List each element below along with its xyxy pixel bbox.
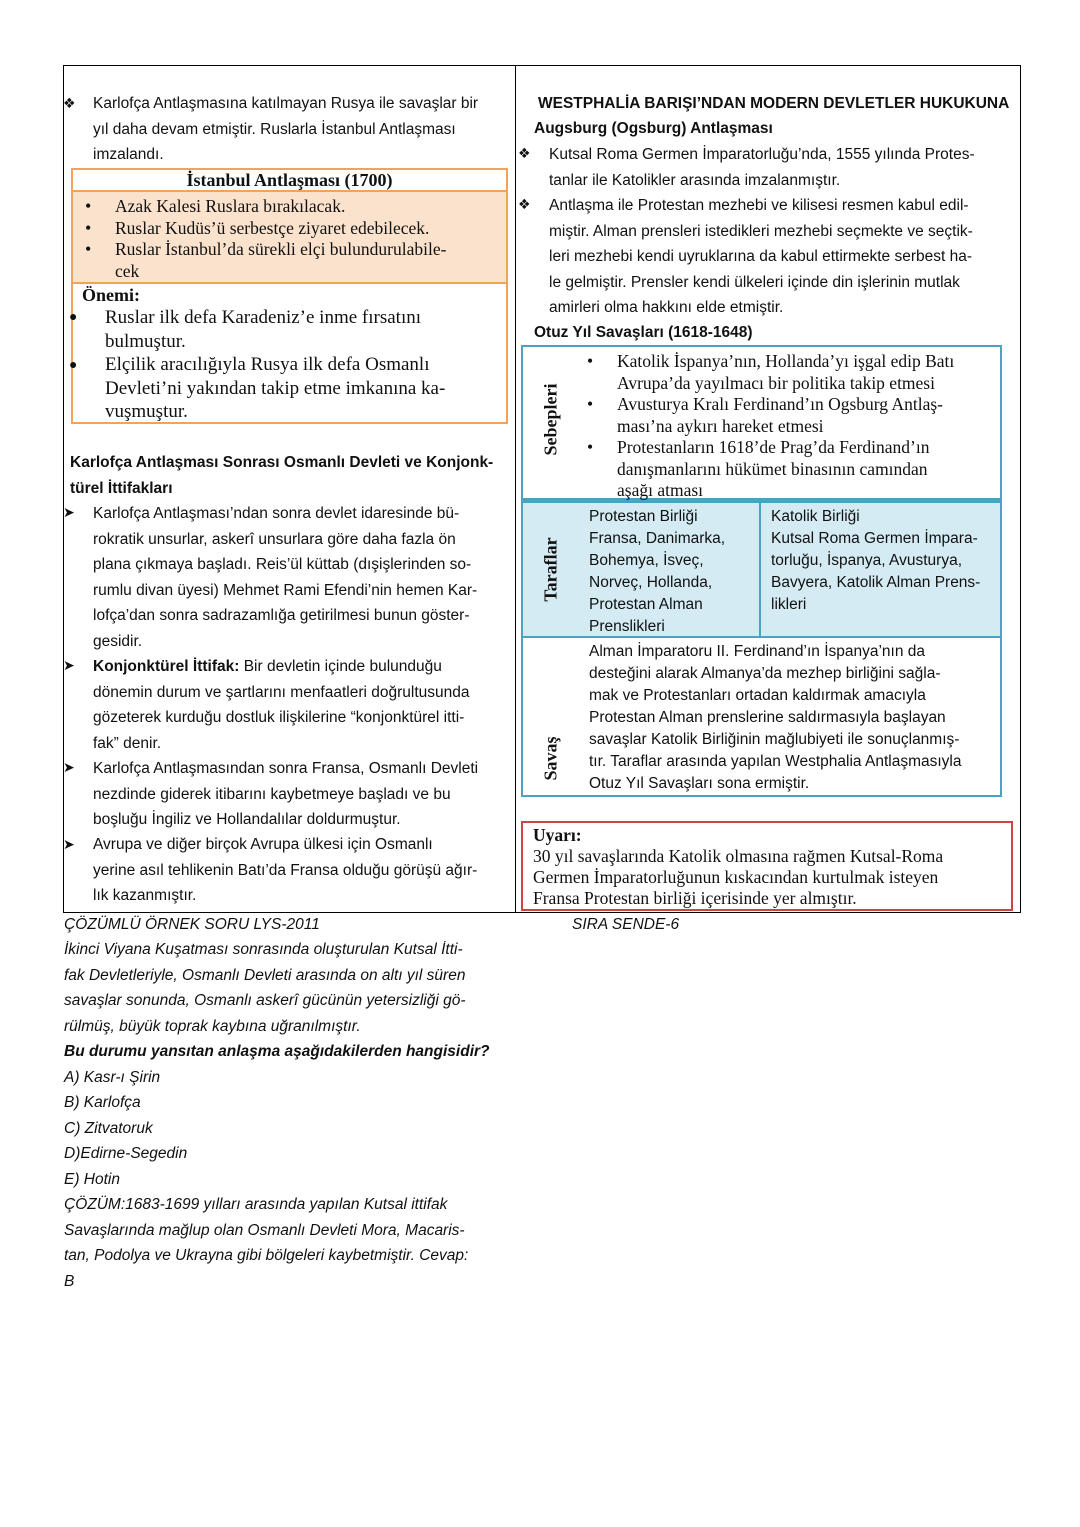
text-line: lık kazanmıştır. bbox=[93, 887, 197, 904]
example-title: ÇÖZÜMLÜ ÖRNEK SORU LYS-2011 bbox=[64, 916, 320, 933]
text-line: yıl daha devam etmiştir. Ruslarla İstanbul Antlaşması bbox=[93, 120, 456, 138]
text-line: plana çıkmaya başladı. Reis’ül küttab (dışişlerinden so- bbox=[93, 556, 472, 573]
text-line: Bavyera, Katolik Alman Prens- bbox=[771, 574, 981, 591]
list-item bbox=[587, 351, 954, 394]
sebepleri-label-cell bbox=[521, 345, 581, 500]
answer-option: D)Edirne-Segedin bbox=[64, 1145, 188, 1162]
text-line: Karlofça Antlaşması Sonrası Osmanlı Devleti ve Konjonk- bbox=[70, 454, 494, 471]
answer-option: B) Karlofça bbox=[64, 1094, 141, 1111]
text-line: Bohemya, İsveç, bbox=[589, 552, 704, 569]
text-line: İkinci Viyana Kuşatması sonrasında oluşturulan Kutsal İtti- bbox=[64, 941, 463, 958]
question-prompt: Bu durumu yansıtan anlaşma aşağıdakilerden hangisidir? bbox=[64, 1043, 490, 1060]
text-line: türel İttifakları bbox=[70, 479, 173, 497]
text-line: Protestanların 1618’de Prag’da Ferdinand’ın bbox=[617, 437, 930, 457]
list-item bbox=[587, 437, 954, 502]
sebepleri-list bbox=[587, 351, 954, 502]
onemi-box bbox=[71, 284, 508, 424]
question-text bbox=[64, 937, 490, 1294]
text-line: bulmuştur. bbox=[105, 330, 186, 352]
list-item bbox=[587, 394, 954, 437]
text-line: Protestan Alman bbox=[589, 596, 703, 613]
augsburg-paragraph bbox=[549, 142, 975, 193]
text-line: ÇÖZÜM:1683-1699 yılları arasında yapılan Kutsal ittifak bbox=[64, 1196, 448, 1213]
text-line: mak ve Protestanları ortadan kaldırmak amacıyla bbox=[589, 687, 926, 704]
text-line: Kutsal Roma Germen İmpara- bbox=[771, 530, 978, 547]
text-line: gesidir. bbox=[93, 632, 143, 650]
bullet-paragraph bbox=[93, 756, 478, 833]
right-heading: WESTPHALİA BARIŞI’NDAN MODERN DEVLETLER HUKUKUNA bbox=[538, 95, 1010, 112]
text-line: boşluğu İngiliz ve Hollandalılar doldurmuştur. bbox=[93, 811, 401, 828]
text-line: le gelmiştir. Prensler kendi ülkeleri içinde din işlerinin mutlak bbox=[549, 273, 960, 291]
text-line: rumlu divan üyesi) Mehmet Rami Efendi’nin hemen Kar- bbox=[93, 581, 478, 599]
arrow-bullet-icon: ➤ bbox=[63, 657, 75, 673]
text-line: B bbox=[64, 1272, 75, 1290]
text-line: Protestan Alman prenslerine saldırmasıyla başlayan bbox=[589, 709, 946, 726]
text-line: Fransa Protestan birliği içerisinde yer almıştır. bbox=[533, 888, 857, 908]
text-line: gözeterek kurduğu dostluk ilişkilerine “konjonktürel itti- bbox=[93, 709, 465, 726]
dot-bullet-icon: • bbox=[587, 351, 594, 371]
onemi-item bbox=[105, 306, 421, 353]
text-line: Savaşlarında mağlup olan Osmanlı Devleti Mora, Macaris- bbox=[64, 1221, 465, 1239]
text-line: Avusturya Kralı Ferdinand’ın Ogsburg Antlaş- bbox=[617, 394, 943, 414]
text-line: rokratik unsurlar, askerî unsurlara göre daha fazla ön bbox=[93, 530, 456, 548]
text-line bbox=[93, 654, 470, 680]
list-item: • Azak Kalesi Ruslara bırakılacak. bbox=[115, 196, 506, 218]
arrow-bullet-icon: ➤ bbox=[63, 504, 75, 520]
dot-bullet-icon: ● bbox=[69, 308, 78, 324]
savas-label-cell bbox=[521, 636, 581, 797]
text-line: yerine asıl tehlikenin Batı’da Fransa olduğu görüşü ağır- bbox=[93, 861, 478, 879]
text-line: Elçilik aracılığıyla Rusya ilk defa Osmanlı bbox=[105, 354, 430, 375]
protestan-list bbox=[589, 506, 725, 638]
text-line: Devleti’ni yakından takip etme imkanına ka- bbox=[105, 377, 446, 399]
katolik-list bbox=[771, 506, 980, 616]
dot-bullet-icon: ● bbox=[69, 356, 78, 372]
istanbul-items bbox=[71, 192, 508, 284]
taraflar-label-cell bbox=[521, 500, 581, 638]
text-line: Otuz Yıl Savaşları sona ermiştir. bbox=[589, 775, 810, 792]
section-title bbox=[70, 450, 493, 501]
text-line: torluğu, İspanya, Avusturya, bbox=[771, 552, 962, 569]
istanbul-title: İstanbul Antlaşması (1700) bbox=[71, 168, 508, 192]
text-line: desteğini alarak Almanya’da mezhep birliğini sağla- bbox=[589, 665, 941, 682]
text-line: Katolik Birliği bbox=[771, 508, 860, 525]
text-line: Protestan Birliği bbox=[589, 508, 698, 525]
uyari-box bbox=[521, 821, 1013, 911]
list-item-continuation: cek bbox=[115, 260, 140, 281]
text-line: ması’na aykırı hareket etmesi bbox=[617, 415, 824, 436]
text-line: dönemin durum ve şartlarını menfaatleri doğrultusunda bbox=[93, 683, 470, 701]
onemi-label: Önemi: bbox=[82, 285, 140, 305]
arrow-bullet-icon: ➤ bbox=[63, 836, 75, 852]
text-line: Karlofça Antlaşmasından sonra Fransa, Osmanlı Devleti bbox=[93, 760, 479, 777]
savas-cell bbox=[579, 636, 1002, 797]
text-line: Antlaşma ile Protestan mezhebi ve kilisesi resmen kabul edil- bbox=[549, 197, 969, 214]
diamond-bullet-icon: ❖ bbox=[518, 145, 531, 161]
sebepleri-label: Sebepleri bbox=[540, 383, 561, 456]
text-line: Kutsal Roma Germen İmparatorluğu’nda, 1555 yılında Protes- bbox=[549, 146, 975, 163]
text-line: aşağı atması bbox=[617, 480, 704, 500]
text-line: amirleri olma hakkını elde etmiştir. bbox=[549, 299, 784, 316]
text-line: Karlofça Antlaşması’ndan sonra devlet idaresinde bü- bbox=[93, 505, 460, 522]
savas-text bbox=[589, 641, 961, 795]
text-line: Germen İmparatorluğunun kıskacından kurtulmak isteyen bbox=[533, 867, 939, 887]
protestan-cell bbox=[579, 500, 761, 638]
sebepleri-cell bbox=[579, 345, 1002, 500]
text-line: tan, Podolya ve Ukrayna gibi bölgeleri kaybetmiştir. Cevap: bbox=[64, 1247, 469, 1264]
dot-bullet-icon: • bbox=[587, 394, 594, 414]
katolik-cell bbox=[759, 500, 1002, 638]
text-line: Norveç, Hollanda, bbox=[589, 574, 713, 591]
diamond-bullet-icon: ❖ bbox=[63, 95, 76, 111]
text-line: leri mezhebi kendi uyruklarına da kabul ettirmekte serbest ha- bbox=[549, 248, 973, 265]
list-item: • Ruslar Kudüs’ü serbestçe ziyaret edebilecek. bbox=[115, 218, 506, 240]
text-line: 30 yıl savaşlarında Katolik olmasına rağmen Kutsal-Roma bbox=[533, 846, 944, 866]
text-line: Alman İmparatoru II. Ferdinand’ın İspanya’nın da bbox=[589, 643, 926, 660]
text-line: savaşlar sonunda, Osmanlı askerî gücünün yetersizliği gö- bbox=[64, 992, 466, 1009]
augsburg-title: Augsburg (Ogsburg) Antlaşması bbox=[534, 120, 773, 137]
text-line: miştir. Alman prensleri istedikleri mezhebi seçmekte ve seçtik- bbox=[549, 222, 973, 240]
text-line: lofça’dan sonra sadrazamlığa getirilmesi bunun göster- bbox=[93, 607, 470, 624]
answer-option: A) Kasr-ı Şirin bbox=[64, 1068, 161, 1086]
text-span: Bir devletin içinde bulunduğu bbox=[239, 658, 442, 675]
text-line: nezdinde giderek itibarını kaybetmeye başladı ve bu bbox=[93, 785, 451, 803]
text-line: danışmanlarını hükümet binasının camından bbox=[617, 458, 928, 479]
answer-option: E) Hotin bbox=[64, 1170, 120, 1188]
augsburg-paragraph bbox=[549, 193, 973, 321]
column-divider bbox=[515, 65, 516, 913]
text-line: Katolik İspanya’nın, Hollanda’yı işgal edip Batı bbox=[617, 351, 955, 371]
answer-option: C) Zitvatoruk bbox=[64, 1119, 153, 1137]
otuz-yil-title: Otuz Yıl Savaşları (1618-1648) bbox=[534, 324, 753, 341]
term: Konjonktürel İttifak: bbox=[93, 658, 240, 675]
onemi-item bbox=[105, 353, 445, 424]
text-line: rülmüş, büyük toprak kaybına uğranılmıştır. bbox=[64, 1017, 361, 1035]
text-line: Avrupa ve diğer birçok Avrupa ülkesi için Osmanlı bbox=[93, 836, 433, 853]
text-line: Ruslar ilk defa Karadeniz’e inme fırsatını bbox=[105, 307, 422, 328]
text-line: vuşmuştur. bbox=[105, 401, 188, 422]
bullet-paragraph bbox=[93, 654, 470, 756]
diamond-bullet-icon: ❖ bbox=[518, 196, 531, 212]
bullet-paragraph bbox=[93, 832, 477, 909]
arrow-bullet-icon: ➤ bbox=[63, 759, 75, 775]
taraflar-label: Taraflar bbox=[540, 537, 561, 602]
sira-sende-label: SIRA SENDE-6 bbox=[572, 916, 680, 933]
text-line: Prenslikleri bbox=[589, 618, 665, 635]
text-line: likleri bbox=[771, 596, 807, 613]
bullet-paragraph bbox=[93, 501, 477, 654]
text-line: imzalandı. bbox=[93, 146, 164, 163]
list-item: • Ruslar İstanbul’da sürekli elçi bulundurulabile- bbox=[115, 239, 506, 261]
text-line: Karlofça Antlaşmasına katılmayan Rusya ile savaşlar bir bbox=[93, 95, 479, 112]
text-line: fak” denir. bbox=[93, 734, 162, 752]
text-line: Fransa, Danimarka, bbox=[589, 530, 726, 547]
text-line: tanlar ile Katolikler arasında imzalanmıştır. bbox=[549, 171, 841, 189]
text-line: tır. Taraflar arasında yapılan Westphalia Antlaşmasıyla bbox=[589, 753, 962, 770]
text-line: fak Devletleriyle, Osmanlı Devleti arasında on altı yıl süren bbox=[64, 966, 466, 984]
savas-label: Savaş bbox=[540, 736, 561, 781]
text-line: savaşlar Katolik Birliğinin mağlubiyeti ile sonuçlanmış- bbox=[589, 731, 960, 748]
uyari-label: Uyarı: bbox=[533, 825, 582, 845]
intro-paragraph bbox=[93, 91, 478, 168]
dot-bullet-icon: • bbox=[587, 437, 594, 457]
text-line: Avrupa’da yayılmacı bir politika takip etmesi bbox=[617, 372, 935, 393]
